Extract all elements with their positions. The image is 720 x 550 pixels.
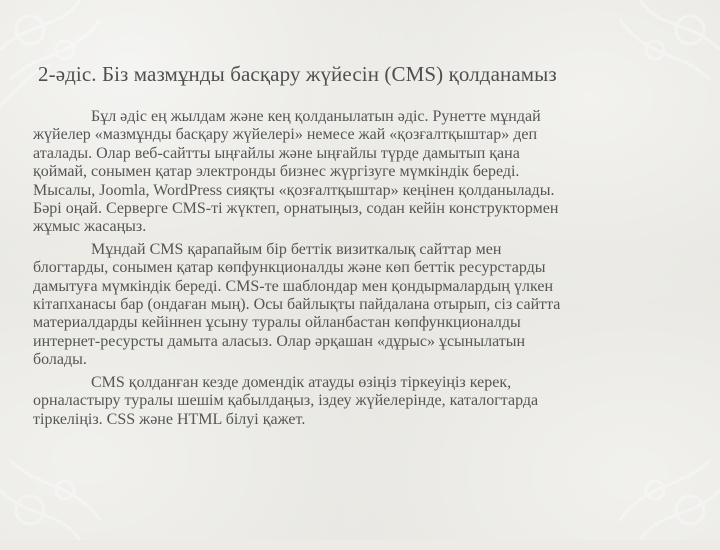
slide-title: 2-әдіс. Біз мазмұнды басқару жүйесін (CMS) қолданамыз [38,62,557,86]
paragraph-line: болады. [33,351,87,369]
paragraph-2 [33,241,683,370]
paragraph-line: дамытуға мүмкіндік береді. CMS-те шаблондар мен қондырмалардың үлкен [33,277,554,295]
paragraph-line: аталады. Олар веб-сайтты ыңғайлы және ыңғайлы түрде дамытып қана [33,144,520,162]
paragraph-line: Мысалы, Joomla, WordPress сияқты «қозғалтқыштар» кеңінен қолданылады. [33,181,555,199]
paragraph-line: блогтарды, сонымен қатар көпфункционалды және көп беттік ресурстарды [33,259,546,277]
paragraph-line: орналастыру туралы шешім қабылдаңыз, іздеу жүйелерінде, каталогтарда [33,392,539,410]
paragraph-line: кітапханасы бар (ондаған мың). Осы байлықты пайдалана отырып, сіз сайтта [33,296,561,314]
paragraph-line: тіркеліңіз. CSS және HTML білуі қажет. [33,410,306,428]
paragraph-line: Бәрі оңай. Серверге CMS-ті жүктеп, орнатыңыз, содан кейін конструктормен [33,200,559,218]
paragraph-line: Бұл әдіс ең жылдам және кең қолданылатын әдіс. Рунетте мұндай [91,108,541,125]
paragraph-line: материалдарды кейіннен ұсыну туралы ойланбастан көпфункционалды [33,314,521,332]
slide-body [33,108,683,433]
paragraph-line: жұмыс жасаңыз. [33,218,147,236]
paragraph-line: Мұндай CMS қарапайым бір беттік визиткалық сайттар мен [91,240,502,258]
paragraph-line: қоймай, сонымен қатар электронды бизнес жүргізуге мүмкіндік береді. [33,163,520,181]
paragraph-line: интернет-ресурсты дамыта аласыз. Олар әрқашан «дұрыс» ұсынылатын [33,332,526,350]
paragraph-3 [33,374,683,429]
paragraph-1 [33,108,683,237]
paragraph-line: жүйелер «мазмұнды басқару жүйелері» немесе жай «қозғалтқыштар» деп [33,126,538,144]
paragraph-line: CMS қолданған кезде домендік атауды өзіңіз тіркеуіңіз керек, [91,373,512,391]
